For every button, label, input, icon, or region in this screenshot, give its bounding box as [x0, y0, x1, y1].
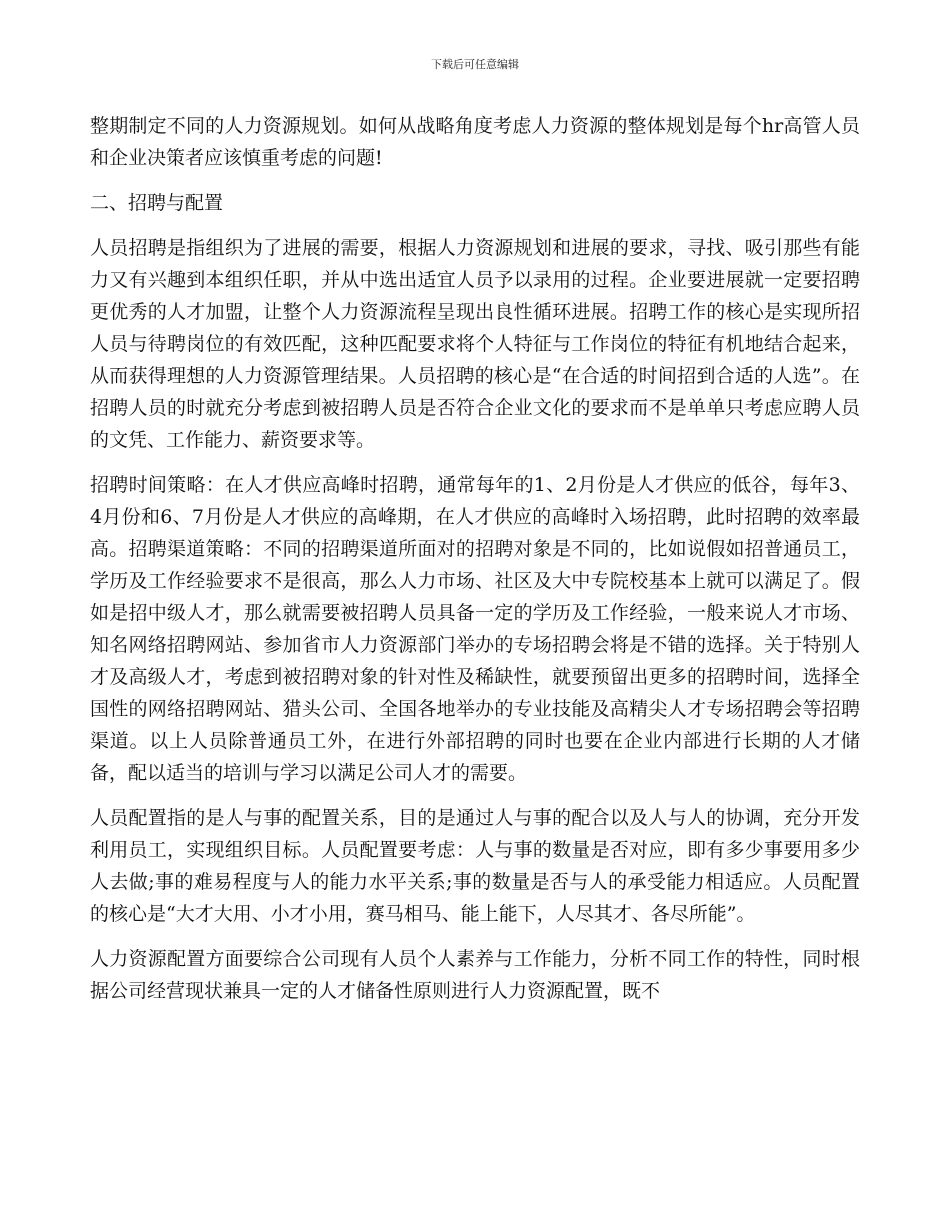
paragraph-continuation: 整期制定不同的人力资源规划。如何从战略角度考虑人力资源的整体规划是每个hr高管人员和企业决策者应该慎重考虑的问题!	[90, 115, 860, 169]
page-header: 下载后可任意编辑	[431, 58, 519, 71]
section-heading: 二、招聘与配置	[90, 192, 224, 214]
paragraph-recruitment-strategy: 招聘时间策略：在人才供应高峰时招聘，通常每年的1、2月份是人才供应的低谷，每年3、4月份和6、7月份是人才供应的高峰期，在人才供应的高峰时入场招聘，此时招聘的效率最高。招聘渠道策略：不同的招聘渠道所面对的招聘对象是不同的，比如说假如招普通员工，学历及工作经验要求不是很高，那么人力市场、社区及大中专院校基本上就可以满足了。假如是招中级人才，那么就需要被招聘人员具备一定的学历及工作经验，一般来说人才市场、知名网络招聘网站、参加省市人力资源部门举办的专场招聘会将是不错的选择。关于特别人才及高级人才，考虑到被招聘对象的针对性及稀缺性，就要预留出更多的招聘时间，选择全国性的网络招聘网站、猎头公司、全国各地举办的专业技能及高精尖人才专场招聘会等招聘渠道。以上人员除普通员工外，在进行外部招聘的同时也要在企业内部进行长期的人才储备，配以适当的培训与学习以满足公司人才的需要。	[90, 474, 860, 784]
paragraph-recruitment: 人员招聘是指组织为了进展的需要，根据人力资源规划和进展的要求，寻找、吸引那些有能力又有兴趣到本组织任职，并从中选出适宜人员予以录用的过程。企业要进展就一定要招聘更优秀的人才加盟，让整个人力资源流程呈现出良性循环进展。招聘工作的核心是实现所招人员与待聘岗位的有效匹配，这种匹配要求将个人特征与工作岗位的特征有机地结合起来，从而获得理想的人力资源管理结果。人员招聘的核心是“在合适的时间招到合适的人选”。在招聘人员的时就充分考虑到被招聘人员是否符合企业文化的要求而不是单单只考虑应聘人员的文凭、工作能力、薪资要求等。	[90, 237, 860, 451]
paragraph-allocation: 人力资源配置方面要综合公司现有人员个人素养与工作能力，分析不同工作的特性，同时根据公司经营现状兼具一定的人才储备性原则进行人力资源配置，既不	[90, 948, 860, 1002]
document-body	[90, 110, 860, 1020]
paragraph-staffing: 人员配置指的是人与事的配置关系，目的是通过人与事的配合以及人与人的协调，充分开发利用员工，实现组织目标。人员配置要考虑：人与事的数量是否对应，即有多少事要用多少人去做;事的难易程度与人的能力水平关系;事的数量是否与人的承受能力相适应。人员配置的核心是“大才大用、小才小用，赛马相马、能上能下，人尽其才、各尽所能”。	[90, 807, 860, 925]
